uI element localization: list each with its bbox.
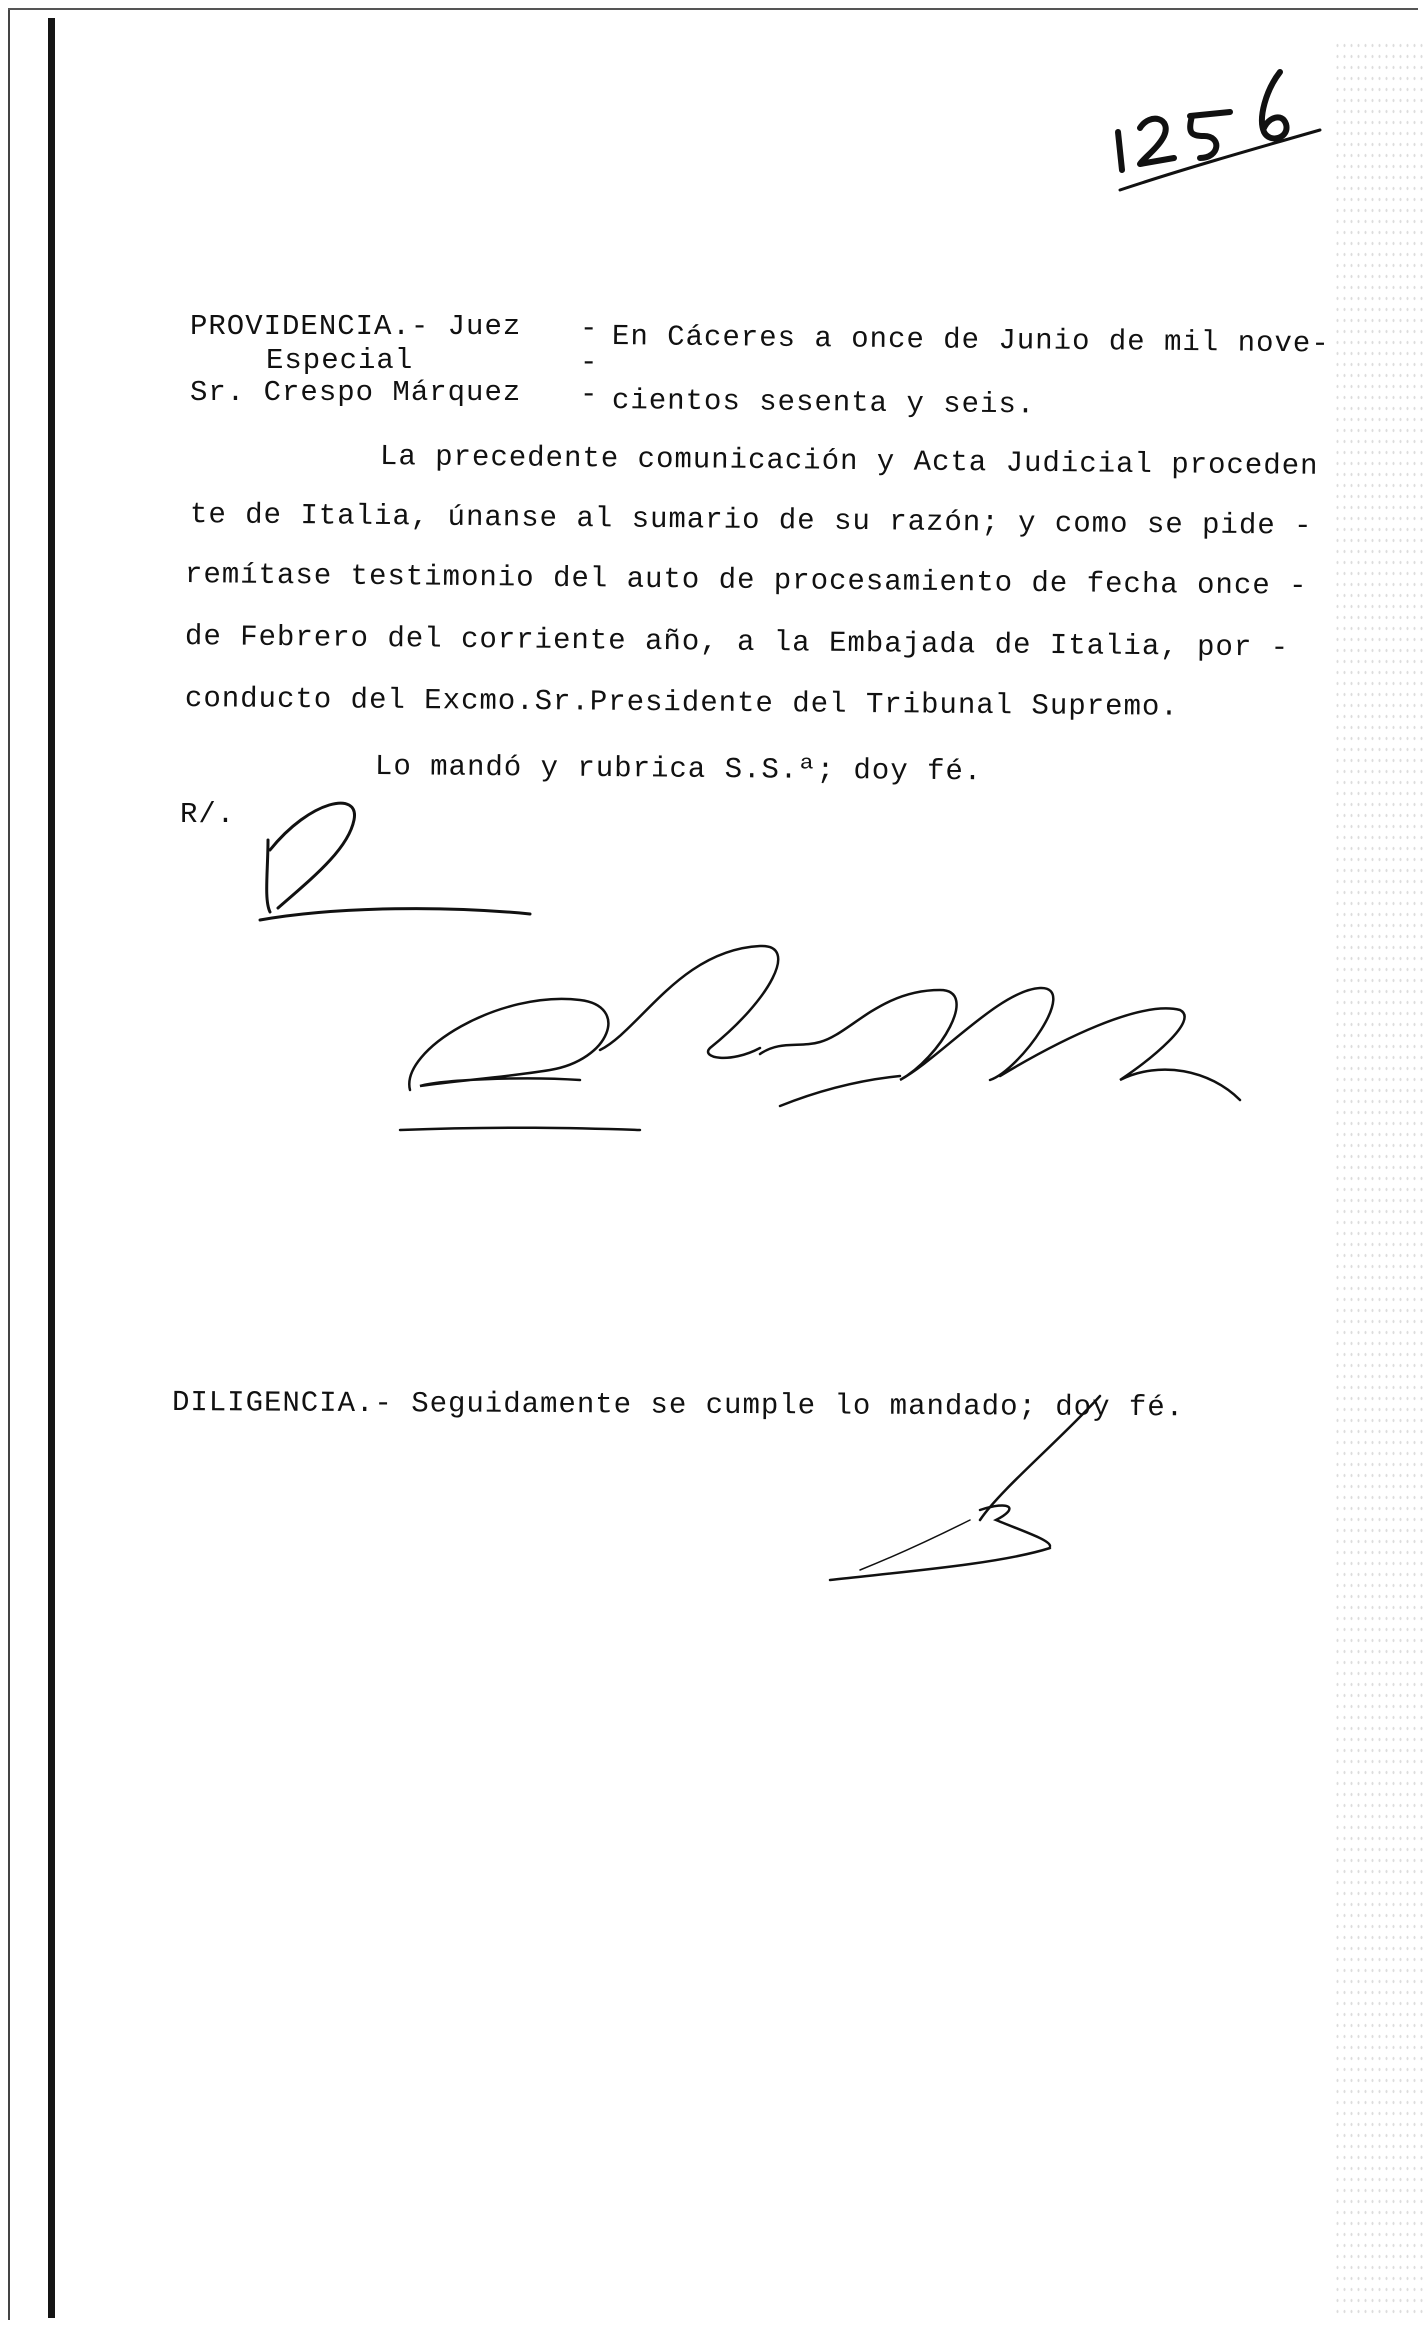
body-line-1: En Cáceres a once de Junio de mil nove- bbox=[611, 320, 1330, 361]
secretary-signature bbox=[820, 1380, 1120, 1600]
body-line-8: Lo mandó y rubrica S.S.ª; doy fé. bbox=[374, 750, 983, 789]
body-line-7: conducto del Excmo.Sr.Presidente del Tribunal Supremo. bbox=[184, 682, 1179, 724]
body-line-2: cientos sesenta y seis. bbox=[611, 384, 1036, 422]
scan-noise-right bbox=[1334, 40, 1424, 2320]
header-dash-1: - bbox=[580, 312, 598, 345]
header-dash-3: - bbox=[580, 378, 598, 411]
diligencia-text: DILIGENCIA.- Seguidamente se cumple lo mandado; doy fé. bbox=[171, 1386, 1185, 1425]
scan-left-edge-line bbox=[8, 10, 10, 2320]
header-judge-name: Sr. Crespo Márquez bbox=[190, 376, 522, 409]
scan-top-edge bbox=[8, 8, 1418, 10]
svg-text:1256: 1256 bbox=[1080, 40, 1083, 41]
judge-signature bbox=[380, 930, 1280, 1150]
body-line-3: La precedente comunicación y Acta Judicial proceden bbox=[379, 440, 1319, 483]
header-subtitle: Especial bbox=[266, 344, 414, 377]
body-line-5: remítase testimonio del auto de procesamiento de fecha once - bbox=[184, 558, 1308, 603]
handwritten-page-number bbox=[1080, 40, 1380, 210]
body-line-6: de Febrero del corriente año, a la Embajada de Italia, por - bbox=[184, 620, 1290, 665]
scan-left-binding-edge bbox=[48, 18, 55, 2318]
rubric-initial-signature bbox=[250, 780, 560, 940]
header-title: PROVIDENCIA.- Juez bbox=[190, 310, 522, 343]
body-line-4: te de Italia, únanse al sumario de su razón; y como se pide - bbox=[189, 498, 1313, 543]
header-dash-2: - bbox=[580, 346, 598, 379]
rubric-label: R/. bbox=[180, 798, 236, 831]
